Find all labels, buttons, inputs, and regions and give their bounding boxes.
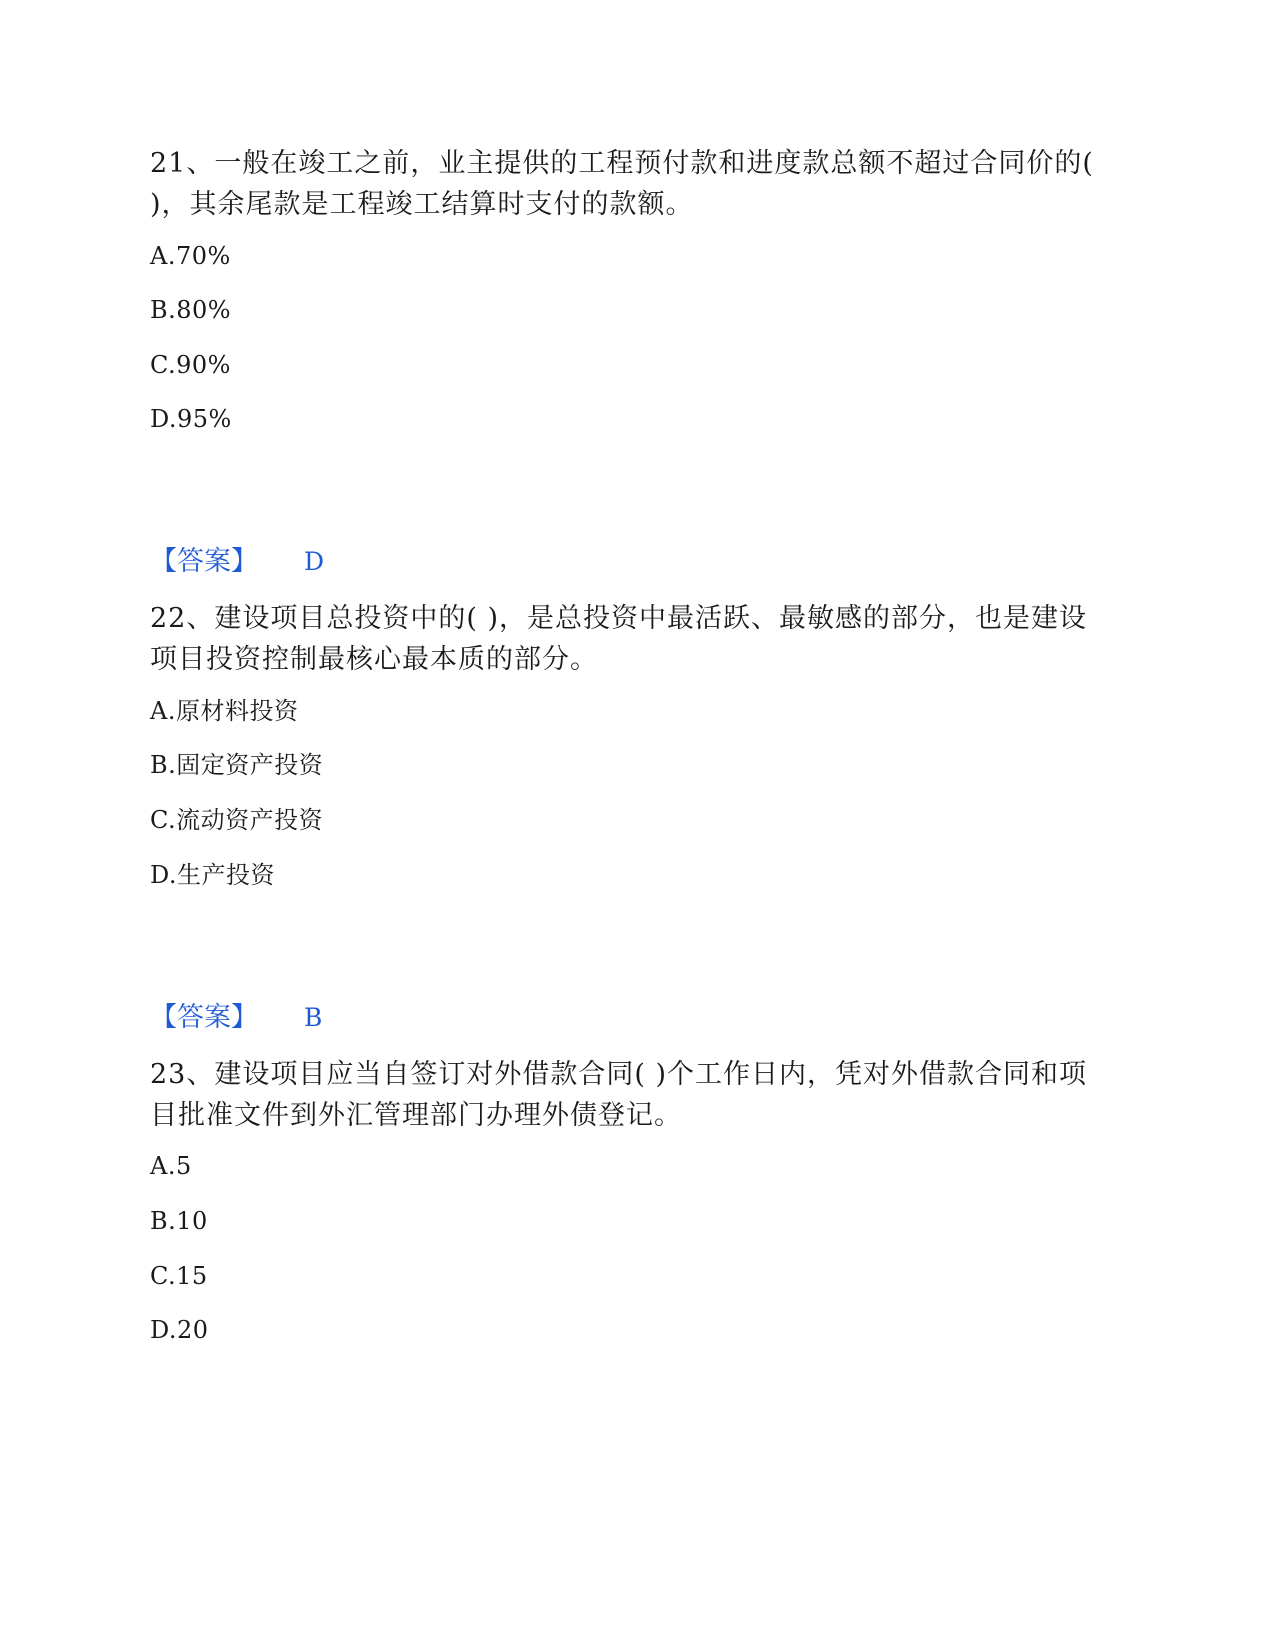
answer-value: D [304, 547, 325, 576]
option-b: B.10 [150, 1207, 208, 1235]
answer-block [150, 1001, 322, 1035]
option-d: D.95% [150, 405, 232, 433]
option-a: A.原材料投资 [150, 697, 299, 725]
question-stem: 22、建设项目总投资中的( )，是总投资中最活跃、最敏感的部分，也是建设项目投资控制最核心最本质的部分。 [150, 603, 1088, 675]
question-22 [150, 598, 1110, 680]
option-c: C.15 [150, 1262, 208, 1290]
option-c: C.90% [150, 351, 231, 379]
question-23 [150, 1054, 1110, 1136]
answer-value: B [304, 1003, 323, 1032]
answer-label: 【答案】 [150, 546, 258, 577]
question-stem: 23、建设项目应当自签订对外借款合同( )个工作日内，凭对外借款合同和项目批准文件到外汇管理部门办理外债登记。 [150, 1059, 1088, 1131]
option-b: B.80% [150, 296, 232, 324]
option-c: C.流动资产投资 [150, 806, 324, 834]
question-stem: 21、一般在竣工之前，业主提供的工程预付款和进度款总额不超过合同价的( )，其余尾款是工程竣工结算时支付的款额。 [150, 148, 1094, 220]
answer-block [150, 545, 324, 579]
option-b: B.固定资产投资 [150, 751, 324, 779]
option-d: D.20 [150, 1316, 209, 1344]
answer-label: 【答案】 [150, 1002, 258, 1033]
option-d: D.生产投资 [150, 861, 276, 889]
question-21 [150, 143, 1110, 225]
option-a: A.5 [150, 1152, 192, 1180]
option-a: A.70% [150, 242, 231, 270]
